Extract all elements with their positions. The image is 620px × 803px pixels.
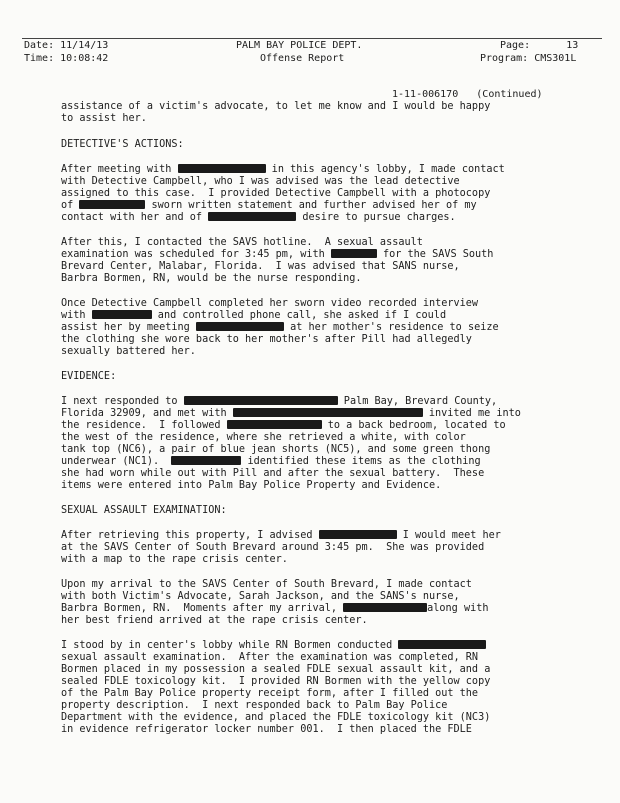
redaction-bar — [398, 640, 486, 649]
text-line: contact with her and of desire to pursue charges. — [61, 212, 456, 223]
text-line: examination was scheduled for 3:45 pm, with for the SAVS South — [61, 249, 494, 260]
report-type: Offense Report — [260, 53, 345, 64]
heading-sexual-assault-examination: SEXUAL ASSAULT EXAMINATION: — [61, 505, 227, 516]
text-line: with Detective Campbell, who I was advised was the lead detective — [61, 176, 460, 187]
redaction-bar — [227, 420, 322, 429]
page-line: Page: 13 — [500, 40, 579, 51]
heading-evidence: EVIDENCE: — [61, 371, 117, 382]
text-line: I next responded to Palm Bay, Brevard County, — [61, 396, 498, 407]
text-line: Upon my arrival to the SAVS Center of South Brevard, I made contact — [61, 579, 472, 590]
text-line: she had worn while out with Pill and after the sexual battery. These — [61, 468, 485, 479]
text-line: sealed FDLE toxicology kit. I provided RN Bormen with the yellow copy — [61, 676, 491, 687]
text-line: Brevard Center, Malabar, Florida. I was advised that SANS nurse, — [61, 261, 460, 272]
redaction-bar — [178, 164, 266, 173]
redaction-bar — [343, 603, 427, 612]
program-code: CMS301L — [534, 53, 577, 64]
text-line: assigned to this case. I provided Detective Campbell with a photocopy — [61, 188, 491, 199]
text-line: After this, I contacted the SAVS hotline. A sexual assault — [61, 237, 423, 248]
report-date: 11/14/13 — [60, 40, 109, 51]
text-line: in evidence refrigerator locker number 001. I then placed the FDLE — [61, 724, 472, 735]
text-line: sexual assault examination. After the examination was completed, RN — [61, 652, 479, 663]
intro-line-2: to assist her. — [61, 113, 147, 124]
department-name: PALM BAY POLICE DEPT. — [236, 40, 363, 51]
text-line: items were entered into Palm Bay Police Property and Evidence. — [61, 480, 442, 491]
text-line: Barbra Bormen, RN, would be the nurse responding. — [61, 273, 362, 284]
text-line: with and controlled phone call, she asked if I could — [61, 310, 447, 321]
redaction-bar — [184, 396, 338, 405]
text-line: of sworn written statement and further advised her of my — [61, 200, 477, 211]
text-line: the west of the residence, where she retrieved a white, with color — [61, 432, 466, 443]
text-line: at the SAVS Center of South Brevard around 3:45 pm. She was provided — [61, 542, 485, 553]
date-line: Date: 11/14/13 — [24, 40, 109, 51]
time-line: Time: 10:08:42 — [24, 53, 109, 64]
text-line: tank top (NC6), a pair of blue jean shorts (NC5), and some green thong — [61, 444, 491, 455]
text-line: assist her by meeting at her mother's residence to seize — [61, 322, 499, 333]
text-line: Bormen placed in my possession a sealed FDLE sexual assault kit, and a — [61, 664, 491, 675]
redaction-bar — [171, 456, 241, 465]
text-line: Department with the evidence, and placed the FDLE toxicology kit (NC3) — [61, 712, 491, 723]
redaction-bar — [92, 310, 152, 319]
text-line: with both Victim's Advocate, Sarah Jackson, and the SANS's nurse, — [61, 591, 460, 602]
redaction-bar — [196, 322, 284, 331]
intro-line-1: assistance of a victim's advocate, to let me know and I would be happy — [61, 101, 491, 112]
text-line: I stood by in center's lobby while RN Bormen conducted — [61, 640, 486, 652]
heading-detective-actions: DETECTIVE'S ACTIONS: — [61, 139, 184, 150]
program-line: Program: CMS301L — [480, 53, 577, 64]
text-line: Barbra Bormen, RN. Moments after my arrival, along with — [61, 603, 489, 614]
report-time: 10:08:42 — [60, 53, 109, 64]
header-rule — [22, 38, 602, 39]
text-line: After meeting with in this agency's lobby, I made contact — [61, 164, 505, 175]
text-line: of the Palm Bay Police property receipt form, after I filled out the — [61, 688, 479, 699]
text-line: After retrieving this property, I advised I would meet her — [61, 530, 501, 541]
text-line: the clothing she wore back to her mother's after Pill had allegedly — [61, 334, 472, 345]
text-line: property description. I next responded back to Palm Bay Police — [61, 700, 448, 711]
redaction-bar — [331, 249, 377, 258]
page-number: 13 — [566, 40, 579, 51]
redaction-bar — [208, 212, 296, 221]
text-line: Florida 32909, and met with invited me into — [61, 408, 521, 419]
text-line: with a map to the rape crisis center. — [61, 554, 288, 565]
text-line: underwear (NC1). identified these items as the clothing — [61, 456, 481, 467]
redaction-bar — [79, 200, 145, 209]
case-number-line: 1-11-006170 (Continued) — [392, 89, 543, 100]
text-line: sexually battered her. — [61, 346, 196, 357]
text-line: her best friend arrived at the rape crisis center. — [61, 615, 368, 626]
text-line: Once Detective Campbell completed her sworn video recorded interview — [61, 298, 479, 309]
redaction-bar — [319, 530, 397, 539]
redaction-bar — [233, 408, 423, 417]
text-line: the residence. I followed to a back bedroom, located to — [61, 420, 506, 431]
